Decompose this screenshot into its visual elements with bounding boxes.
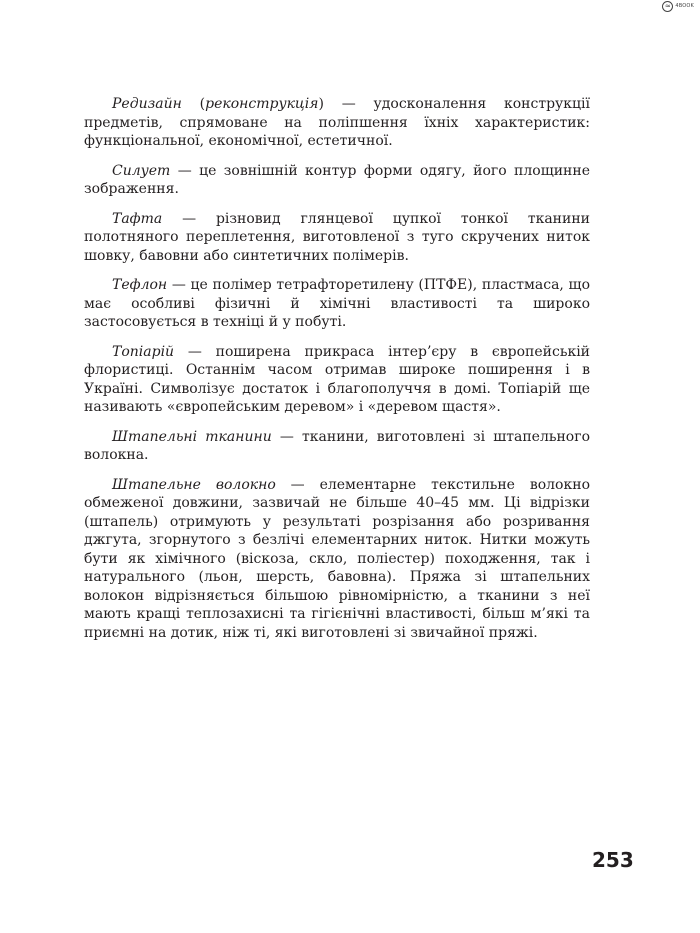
glossary-entry-silhouette xyxy=(84,162,590,199)
glossary-content xyxy=(84,95,590,653)
entry-definition: ) — удосконалення конструкції предметів, спрямоване на поліпшення їхніх характеристик: функціональної, економічної, естетичної. xyxy=(84,96,590,149)
logo-text: 4BOOK xyxy=(675,3,694,9)
entry-term: Тефлон xyxy=(112,277,168,293)
entry-definition: — поширена прикраса інтер’єру в європейській флористиці. Останнім часом отримав широке поширення і в Україні. Символізує достаток і благополуччя в домі. Топіарій ще називають «європейським деревом» і «деревом щастя». xyxy=(84,343,590,415)
entry-term-alt: реконструкція xyxy=(205,96,319,112)
entry-term: Тафта xyxy=(112,210,163,227)
entry-definition: — це полімер тетрафторетилену (ПТФЕ), пластмаса, що має особливі фізичні й хімічні властивості та широко застосовується в техніці й у побуті. xyxy=(84,277,590,330)
publisher-logo xyxy=(662,0,694,12)
glossary-entry-staple-fabrics xyxy=(84,428,590,465)
entry-term: Топіарій xyxy=(112,343,175,360)
glossary-entry-topiary xyxy=(84,343,590,417)
entry-term: Редизайн xyxy=(112,96,182,112)
glossary-entry-taffeta xyxy=(84,210,590,266)
entry-definition: — різновид глянцевої цупкої тонкої тканини полотняного переплетення, виготовленої з туго скручених ниток шовку, бавовни або синтетичних полімерів. xyxy=(84,210,590,264)
logo-icon: ≈ xyxy=(662,1,673,12)
entry-definition: — тканини, виготовлені зі штапельного волокна. xyxy=(84,428,591,463)
glossary-entry-teflon xyxy=(84,276,590,332)
glossary-entry-redesign xyxy=(84,95,590,151)
entry-definition: — елементарне текстильне волокно обмеженої довжини, зазвичай не більше 40–45 мм. Ці відрізки (штапель) отримують у результаті розрізання або розривання джгута, згорнутого з безлічі елементарних ниток. Нитки можуть бути як хімічного (віскоза, скло, поліестер) походження, так і натурального (льон, шерсть, бавовна). Пряжа зі штапельних волокон відрізняється більшою рівномірністю, а тканини з неї мають кращі теплозахисні та гігієнічні властивості, більш м’які та приємні на дотик, ніж ті, які виготовлені зі звичайної пряжі. xyxy=(84,476,590,641)
entry-definition: — це зовнішній контур форми одягу, його площинне зображення. xyxy=(84,162,590,197)
glossary-entry-staple-fiber xyxy=(84,476,590,643)
entry-term: Штапельні тканини xyxy=(112,428,272,445)
page-number: 253 xyxy=(592,848,634,872)
entry-term: Штапельне волокно xyxy=(112,476,276,493)
entry-term-separator: ( xyxy=(181,96,206,112)
entry-term: Силует xyxy=(112,162,171,179)
